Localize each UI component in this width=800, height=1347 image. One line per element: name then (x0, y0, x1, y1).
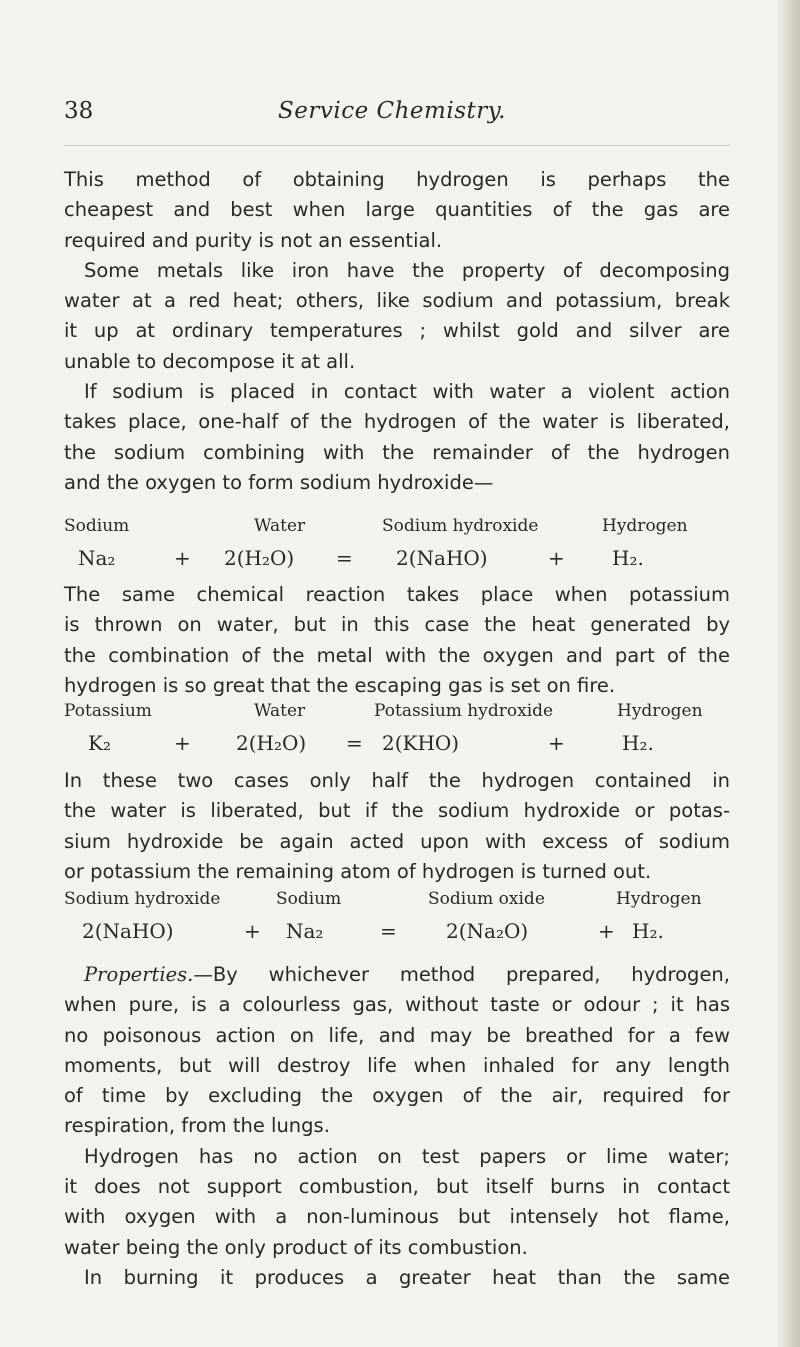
text-line: Some metals like iron have the property of decomposing (84, 258, 730, 282)
text-line: In these two cases only half the hydrogen contained in (64, 769, 730, 792)
text-line: or potassium the remaining atom of hydrogen is turned out. (64, 859, 652, 883)
equation-operator: + (174, 546, 191, 570)
text-line: and the oxygen to form sodium hydroxide— (64, 470, 494, 494)
text-line: cheapest and best when large quantities of the gas are (64, 198, 730, 222)
text-line: the combination of the metal with the oxygen and part of the (64, 643, 730, 667)
paragraph-block-4 (64, 960, 730, 1293)
equation-term: H₂. (632, 919, 664, 943)
text-line: it up at ordinary temperatures ; whilst gold and silver are (64, 319, 730, 343)
text-line: takes place, one-half of the hydrogen of the water is liberated, (64, 410, 730, 434)
text-line: sium hydroxide be again acted upon with excess of sodium (64, 829, 730, 853)
equation-label: Water (254, 516, 306, 536)
text-line: when pure, is a colourless gas, without taste or odour ; it has (64, 993, 730, 1017)
text-line: with oxygen with a non-luminous but intensely hot flame, (64, 1205, 730, 1229)
text-line: In burning it produces a greater heat than the same (84, 1265, 730, 1289)
equation-operator: + (548, 546, 565, 570)
text-run: —By whichever method prepared, hydrogen, (193, 963, 730, 986)
text-line: water at a red heat; others, like sodium and potassium, break (64, 289, 730, 313)
equation-operator: + (244, 919, 261, 943)
text-line: hydrogen is so great that the escaping gas is set on fire. (64, 673, 616, 697)
text-line: If sodium is placed in contact with water a violent action (84, 380, 730, 404)
page-number: 38 (64, 98, 94, 124)
text-line: moments, but will destroy life when inhaled for any length (64, 1053, 730, 1077)
equation-label: Sodium oxide (428, 889, 545, 909)
text-line: The same chemical reaction takes place when potassium (64, 583, 730, 606)
header-rule (64, 145, 730, 146)
text-line: required and purity is not an essential. (64, 228, 443, 252)
text-line: the water is liberated, but if the sodium hydroxide or potas- (64, 799, 730, 823)
equation-label: Sodium (64, 516, 130, 536)
text-line: of time by excluding the oxygen of the air, required for (64, 1084, 730, 1108)
equation-term: 2(Na₂O) (446, 919, 529, 943)
page-edge-shadow (778, 0, 800, 1347)
equation-term: 2(H₂O) (236, 731, 307, 755)
equation-label: Sodium hydroxide (382, 516, 539, 536)
page-header (64, 98, 720, 138)
equation-label: Sodium (276, 889, 342, 909)
equation-term: H₂. (612, 546, 644, 570)
text-line: it does not support combustion, but itself burns in contact (64, 1175, 730, 1199)
text-line (64, 960, 730, 990)
equation-term: 2(NaHO) (82, 919, 174, 943)
text-line: This method of obtaining hydrogen is perhaps the (64, 168, 730, 191)
equation-operator: + (598, 919, 615, 943)
equation-term: Na₂ (78, 546, 116, 570)
equation-term: Na₂ (286, 919, 324, 943)
text-line: Hydrogen has no action on test papers or lime water; (84, 1144, 730, 1168)
equation-term: 2(KHO) (382, 731, 460, 755)
paragraph-block-1 (64, 165, 730, 498)
text-line: the sodium combining with the remainder of the hydrogen (64, 440, 730, 464)
equation-label: Hydrogen (602, 516, 688, 536)
equation-term: 2(H₂O) (224, 546, 295, 570)
text-line: respiration, from the lungs. (64, 1114, 330, 1138)
equation-operator: = (336, 546, 353, 570)
properties-heading: Properties. (84, 963, 194, 986)
text-line: water being the only product of its combustion. (64, 1235, 528, 1259)
text-line: no poisonous action on life, and may be breathed for a few (64, 1023, 730, 1047)
equation-operator: = (380, 919, 397, 943)
equation-label: Sodium hydroxide (64, 889, 221, 909)
equation-operator: + (174, 731, 191, 755)
equation-term: K₂ (88, 731, 111, 755)
equation-label: Water (254, 701, 306, 721)
text-line: unable to decompose it at all. (64, 349, 356, 373)
equation-operator: + (548, 731, 565, 755)
text-line: is thrown on water, but in this case the heat generated by (64, 613, 730, 637)
equation-label: Hydrogen (617, 701, 703, 721)
equation-label: Potassium hydroxide (374, 701, 554, 721)
equation-operator: = (346, 731, 363, 755)
equation-label: Hydrogen (616, 889, 702, 909)
equation-term: 2(NaHO) (396, 546, 488, 570)
equation-term: H₂. (622, 731, 654, 755)
paragraph-block-2 (64, 580, 730, 701)
paragraph-block-3 (64, 766, 730, 887)
running-title: Service Chemistry. (278, 98, 506, 124)
equation-label: Potassium (64, 701, 152, 721)
